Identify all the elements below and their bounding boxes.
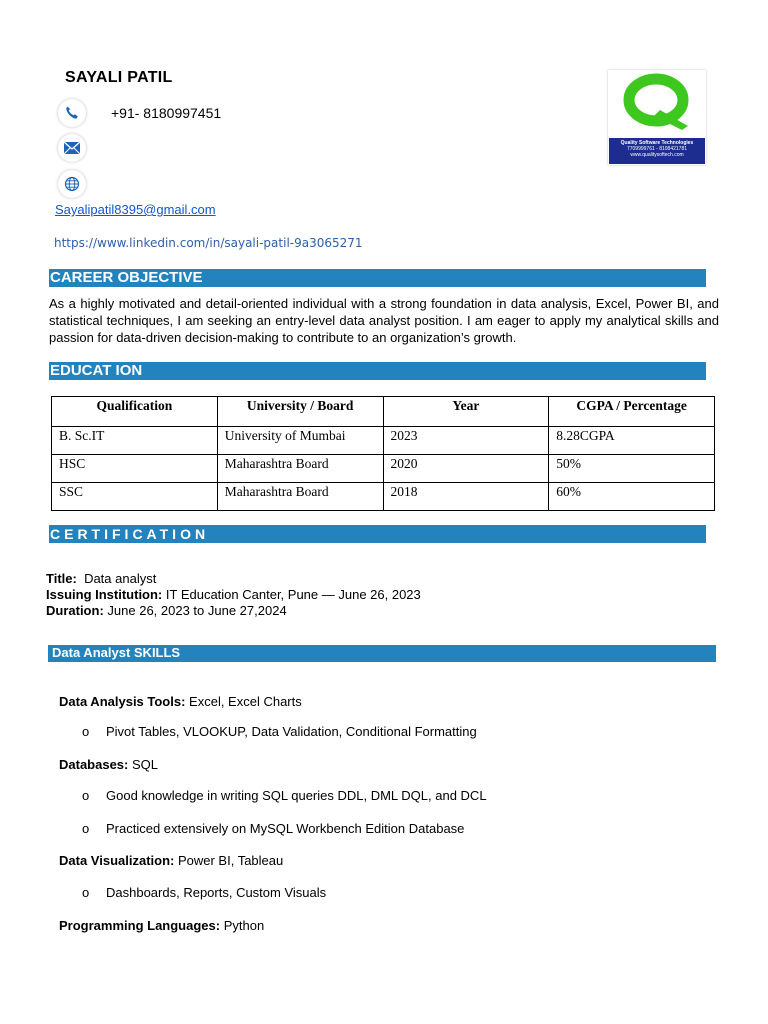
table-cell: HSC (52, 455, 218, 483)
career-objective-text: As a highly motivated and detail-oriented individual with a strong foundation in data analysis, Excel, Power BI, and statistical techniques, I am seeking an entry-level data analyst position. I am eager to apply my analytical skills and passion for data-driven decision-making to contribute to an organization’s growth. (49, 296, 719, 345)
education-table (51, 396, 715, 511)
table-cell: SSC (52, 483, 218, 511)
column-header: Qualification (52, 397, 218, 427)
table-cell: Maharashtra Board (217, 483, 383, 511)
list-item-text: Pivot Tables, VLOOKUP, Data Validation, Conditional Formatting (106, 724, 477, 739)
column-header: CGPA / Percentage (549, 397, 715, 427)
skill-visualization (59, 853, 283, 868)
skill-tools-value: Excel, Excel Charts (189, 694, 302, 709)
table-cell: 2023 (383, 427, 549, 455)
cert-institution-line (46, 587, 421, 602)
list-item-text: Practiced extensively on MySQL Workbench Edition Database (106, 821, 465, 836)
table-cell: 50% (549, 455, 715, 483)
table-cell: Maharashtra Board (217, 455, 383, 483)
cert-title-label: Title: (46, 571, 77, 586)
table-cell: University of Mumbai (217, 427, 383, 455)
skill-databases (59, 757, 158, 772)
skill-viz-label: Data Visualization: (59, 853, 175, 868)
column-header: Year (383, 397, 549, 427)
cert-duration-label: Duration: (46, 603, 104, 618)
bullet-marker: o (82, 885, 90, 900)
table-cell: 2018 (383, 483, 549, 511)
bullet-marker: o (82, 821, 90, 836)
table-row (52, 427, 715, 455)
globe-icon (58, 170, 86, 198)
q-logo-icon (608, 70, 706, 138)
cert-duration-value: June 26, 2023 to June 27,2024 (107, 603, 287, 618)
table-row (52, 483, 715, 511)
cert-title-line (46, 571, 156, 586)
column-header: University / Board (217, 397, 383, 427)
table-header-row (52, 397, 715, 427)
skill-db-label: Databases: (59, 757, 129, 772)
linkedin-url[interactable]: https://www.linkedin.com/in/sayali-patil-9a3065271 (54, 236, 363, 250)
skill-prog-label: Programming Languages: (59, 918, 221, 933)
career-objective-heading: CAREER OBJECTIVE (49, 269, 706, 287)
list-item (82, 885, 326, 900)
skill-prog-value: Python (223, 918, 265, 933)
logo-website: www.qualitysoftech.com (630, 152, 684, 158)
table-cell: B. Sc.IT (52, 427, 218, 455)
candidate-name: SAYALI PATIL (65, 69, 173, 86)
bullet-marker: o (82, 724, 90, 739)
email-icon (58, 134, 86, 162)
skill-db-value: SQL (132, 757, 159, 772)
list-item-text: Good knowledge in writing SQL queries DDL, DML DQL, and DCL (106, 788, 487, 803)
logo-company-name: Quality Software Technologies (620, 140, 694, 146)
email-link[interactable]: Sayalipatil8395@gmail.com (55, 202, 216, 217)
skills-heading: Data Analyst SKILLS (48, 645, 716, 662)
table-row (52, 455, 715, 483)
skill-tools (59, 694, 302, 709)
logo-phone: 7709999761 - 8108421781 (626, 146, 688, 152)
logo-caption (609, 138, 705, 164)
table-cell: 60% (549, 483, 715, 511)
phone-icon (58, 99, 86, 127)
bullet-marker: o (82, 788, 90, 803)
skill-programming (59, 918, 264, 933)
list-item (82, 788, 487, 803)
skill-tools-label: Data Analysis Tools: (59, 694, 186, 709)
list-item (82, 724, 477, 739)
list-item-text: Dashboards, Reports, Custom Visuals (106, 885, 327, 900)
table-cell: 8.28CGPA (549, 427, 715, 455)
table-cell: 2020 (383, 455, 549, 483)
skill-viz-value: Power BI, Tableau (177, 853, 284, 868)
cert-duration-line (46, 603, 287, 618)
cert-institution-label: Issuing Institution: (46, 587, 163, 602)
cert-title-value: Data analyst (84, 571, 157, 586)
education-heading: EDUCAT ION (49, 362, 706, 380)
company-logo (608, 70, 706, 165)
list-item (82, 821, 464, 836)
phone-number: +91- 8180997451 (111, 105, 222, 121)
certification-heading: CERTIFICATION (49, 525, 706, 543)
cert-institution-value: IT Education Canter, Pune — June 26, 2023 (165, 587, 421, 602)
